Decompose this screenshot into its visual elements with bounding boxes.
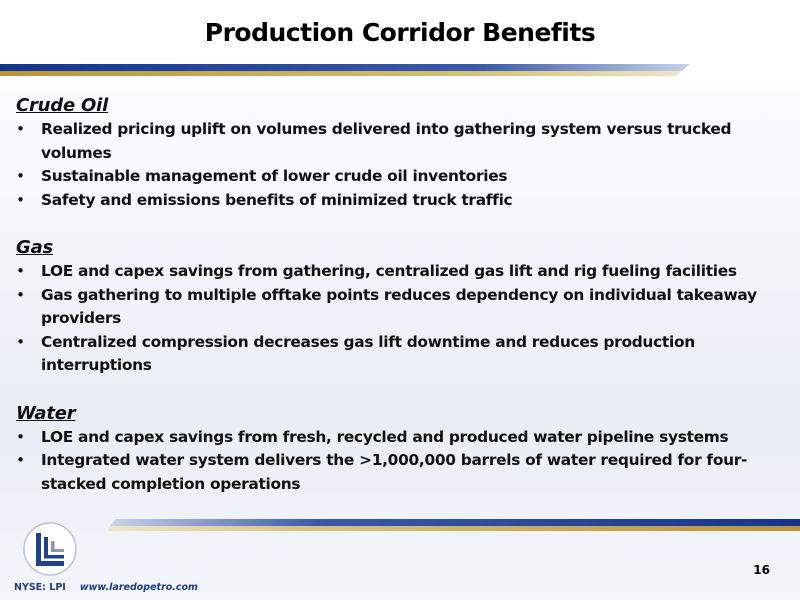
laredo-logo-icon — [22, 521, 78, 577]
bullet-item: • Safety and emissions benefits of minimized truck traffic — [16, 189, 796, 213]
header-divider-bar — [0, 64, 690, 76]
section-gas — [16, 236, 796, 378]
ticker-label: NYSE: LPI — [14, 582, 66, 593]
section-crude-oil — [16, 94, 796, 212]
bullet-item: • Integrated water system delivers the >1,000,000 barrels of water required for four-stacked completion operations — [16, 449, 796, 496]
bullet-list — [16, 426, 796, 497]
slide-title: Production Corridor Benefits — [204, 18, 596, 47]
section-heading: Gas — [16, 237, 54, 258]
bullet-item: • Centralized compression decreases gas lift downtime and reduces production interruptions — [16, 331, 796, 378]
website-link[interactable]: www.laredopetro.com — [79, 582, 198, 593]
section-heading: Water — [16, 402, 76, 424]
bullet-item: • LOE and capex savings from fresh, recycled and produced water pipeline systems — [16, 426, 796, 450]
bullet-list — [16, 118, 796, 212]
footer-divider-bar — [108, 519, 800, 531]
bullet-item: • Gas gathering to multiple offtake points reduces dependency on individual takeaway providers — [16, 284, 796, 331]
slide-content — [16, 94, 796, 520]
section-heading: Crude Oil — [16, 95, 109, 116]
section-water — [16, 402, 796, 497]
bullet-list — [16, 260, 796, 378]
footer — [14, 582, 198, 593]
bullet-item: • Realized pricing uplift on volumes delivered into gathering system versus trucked volumes — [16, 118, 796, 165]
page-number: 16 — [753, 563, 770, 577]
bullet-item: • Sustainable management of lower crude oil inventories — [16, 165, 796, 189]
bullet-item: • LOE and capex savings from gathering, centralized gas lift and rig fueling facilities — [16, 260, 796, 284]
